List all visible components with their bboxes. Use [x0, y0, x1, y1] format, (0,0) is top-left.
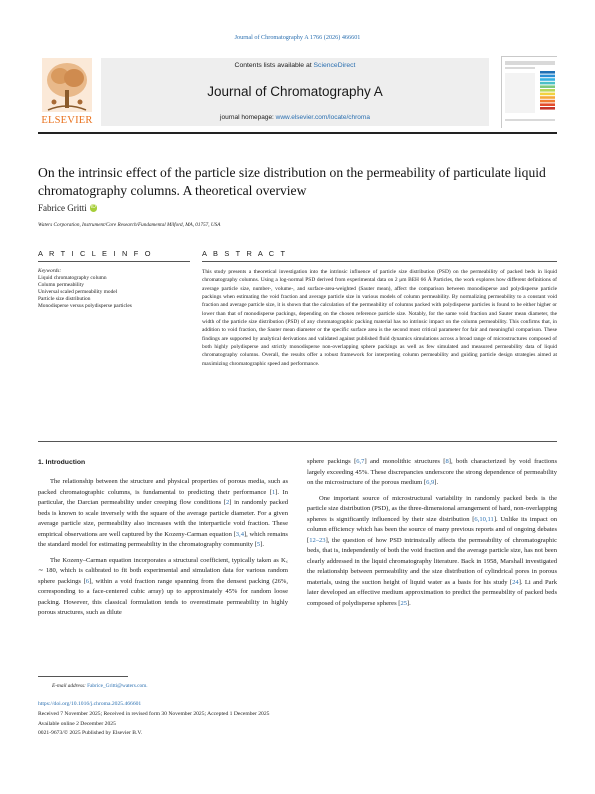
paragraph-text: ], which remains the standard model for estimating permeability in the chromatography community [: [38, 530, 288, 548]
citation-link[interactable]: 3,4: [235, 530, 244, 538]
contents-prefix: Contents lists available at: [234, 62, 314, 69]
orcid-icon[interactable]: iD: [91, 204, 96, 211]
article-info-rule: [38, 261, 190, 262]
elsevier-wordmark: ELSEVIER: [41, 115, 93, 126]
citation-link[interactable]: 6: [85, 577, 90, 585]
keyword-item: Liquid chromatography column: [38, 275, 107, 282]
abstract-bottom-rule: [38, 441, 557, 442]
footnote-rule: [38, 676, 128, 677]
available-online: Available online 2 December 2025: [38, 720, 116, 727]
masthead-rule: [38, 132, 557, 134]
author-name[interactable]: Fabrice Gritti: [38, 203, 87, 213]
paragraph-text: ]. Li and Park later developed an effective medium approximation to predict the permeability of packed beds composed of polydisperse spheres [: [307, 578, 557, 607]
journal-homepage-link[interactable]: www.elsevier.com/locate/chroma: [275, 114, 370, 121]
citation-link[interactable]: 25: [400, 599, 407, 607]
paragraph-text: ], within a void fraction range spanning from the densest packing (26%, corresponding to a face-centered cubic array) up to approximately 45% for random loose packing. However, this classical formulation tends to overestimate permeability in highly porous structures, such as dilute: [38, 577, 289, 616]
author-line: [38, 203, 97, 213]
elsevier-tree-icon: [38, 56, 96, 114]
corresponding-email: [52, 683, 148, 689]
citation-link[interactable]: 6,9: [426, 479, 435, 486]
paragraph-text: ].: [260, 541, 265, 548]
intro-paragraph: [38, 556, 288, 619]
abstract-body: This study presents a theoretical investigation into the intrinsic influence of particle size distribution (PSD) on the permeability of packed beds in liquid chromatography columns. Using a log-normal PSD derived from experimental data on 2 μm BEH 66 Å Particles, the work explores how different definitions of average particle size, number-, volume-, and surface-area-weighted (Sauter mean), affect the comparison between monodisperse and polydisperse particle packings when estimating the void fraction and average particle size in various models of column permeability. By normalizing permeability to a constant void fraction and average particle size, it is shown that the calculation of the permeability of columns packed with polydisperse particles is found to be either higher or lower than that of monodisperse packings, depending on the chosen reference particle size. Notably, for the same void fraction and Sauter mean diameter, the width of the particle size distribution (PSD) of any chromatographic packing material has no intrinsic impact on the column permeability. This confirms that, in addition to void fraction, the Sauter mean diameter or the specific surface area is the second most critical parameter for fair and meaningful comparison. These findings are supported by analytical derivations and validated against published fluid dynamics simulations across a broad range of microstructures composed of both highly polydisperse and strictly monodisperse non-overlapping sphere packings as well as few simulated and measured permeability data of liquid chromatography columns. Overall, the results offer a robust framework for interpreting column permeability and guiding particle design strategies aimed at maximizing chromatographic speed and performance.: [202, 269, 557, 367]
journal-cover-icon: [502, 57, 558, 129]
keyword-item: Particle size distribution: [38, 296, 91, 303]
paragraph-text: ] and monolithic structures [: [364, 458, 446, 465]
abstract-heading: A B S T R A C T: [202, 249, 288, 258]
paragraph-text: ], both characterized by void fractions largely exceeding 45%. These discrepancies underscore the strong dependence of permeability on the microstructure of the porous medium [: [307, 458, 557, 486]
contents-line: [101, 62, 489, 69]
journal-title: Journal of Chromatography A: [207, 84, 383, 99]
body-column-right: [307, 457, 557, 609]
citation-link[interactable]: 5: [256, 541, 261, 548]
journal-homepage-line: [101, 114, 489, 121]
intro-paragraph: [38, 477, 288, 551]
paragraph-text: ].: [407, 599, 411, 607]
email-label: E-mail address:: [52, 683, 86, 689]
sciencedirect-link[interactable]: ScienceDirect: [313, 62, 356, 69]
body-column-left: [38, 477, 288, 619]
intro-paragraph: [307, 457, 557, 489]
citation-link[interactable]: 6,7: [356, 458, 365, 465]
keyword-item: Monodisperse versus polydisperse particles: [38, 303, 132, 310]
doi-link[interactable]: https://doi.org/10.1016/j.chroma.2025.466601: [38, 701, 142, 707]
article-info-heading: A R T I C L E I N F O: [38, 249, 153, 258]
journal-cover-thumbnail[interactable]: [501, 56, 557, 128]
keyword-item: Column permeability: [38, 282, 84, 289]
keywords-block: [38, 268, 188, 311]
paragraph-text: ]. In particular, the Darcian permeability under creeping flow conditions [: [38, 488, 288, 506]
elsevier-logo[interactable]: [38, 56, 96, 126]
journal-masthead: [38, 50, 557, 130]
citation-link[interactable]: 6,10,11: [474, 515, 494, 523]
citation-link[interactable]: 12–23: [309, 536, 326, 544]
article-footer: [38, 700, 558, 739]
citation-link[interactable]: 24: [512, 578, 519, 586]
paragraph-text: The relationship between the structure and physical properties of porous media, such as packed chromatographic columns, is fundamental to predicting their performance [: [38, 478, 288, 496]
paragraph-text: ], the question of how PSD intrinsically affects the permeability of chromatographic beds, that is, independently of both the void fraction and the average particle size, has not been clearly addressed in the liquid chromatography literature. Back in 1958, Marshall investigated the relationship between permeability and the size distribution of cylindrical pores in porous materials, using the suction height of liquid water as a basis for his study [: [307, 536, 557, 586]
paragraph-text: sphere packings [: [307, 458, 357, 465]
intro-paragraph: [307, 494, 557, 610]
citation-link[interactable]: 2: [226, 499, 230, 506]
paragraph-text: One important source of microstructural variability in randomly packed beds is the particle size distribution (PSD), as the three-dimensional arrangement of hard, non-overlapping spheres is significantly influenced by their size distribution [: [307, 494, 557, 523]
keyword-item: Universal scaled permeability model: [38, 289, 118, 296]
paragraph-text: ] in randomly packed beds is known to scale inversely with the square of the average particle diameter. For a given average particle size, permeability also increases with the interparticle void fraction. These empirical observations are well captured by the Kozeny-Carman equation [: [38, 499, 288, 538]
email-link[interactable]: Fabrice_Gritti@waters.com.: [87, 683, 148, 689]
article-title: On the intrinsic effect of the particle size distribution on the permeability of particulate liquid chromatography columns. A theoretical overview: [38, 165, 546, 198]
paragraph-text: The Kozeny–Carman equation incorporates a structural coefficient, typically taken as K꜀ ∼ 180, which is calibrated to fit both experimental and simulation data for various random sphere packings [: [38, 556, 288, 585]
running-header[interactable]: Journal of Chromatography A 1766 (2026) 466601: [234, 34, 361, 41]
keywords-label: Keywords:: [38, 268, 62, 274]
paragraph-text: ].: [434, 479, 439, 486]
abstract-rule: [202, 261, 557, 262]
homepage-prefix: journal homepage:: [220, 114, 276, 121]
paragraph-text: ]. Unlike its impact on column efficiency which has been the source of many previous reports and of ongoing debates [: [307, 515, 557, 544]
citation-link[interactable]: 8: [445, 458, 449, 465]
copyright-line: 0021-9673/© 2025 Published by Elsevier B.V.: [38, 730, 143, 737]
author-affiliation: Waters Corporation, Instrument/Core Research/Fundamental Milford, MA, 01757, USA: [38, 222, 221, 228]
received-dates: Received 7 November 2025; Received in revised form 30 November 2025; Accepted 1 December 2025: [38, 710, 270, 717]
citation-link[interactable]: 1: [271, 488, 276, 496]
introduction-heading: 1. Introduction: [38, 459, 86, 466]
